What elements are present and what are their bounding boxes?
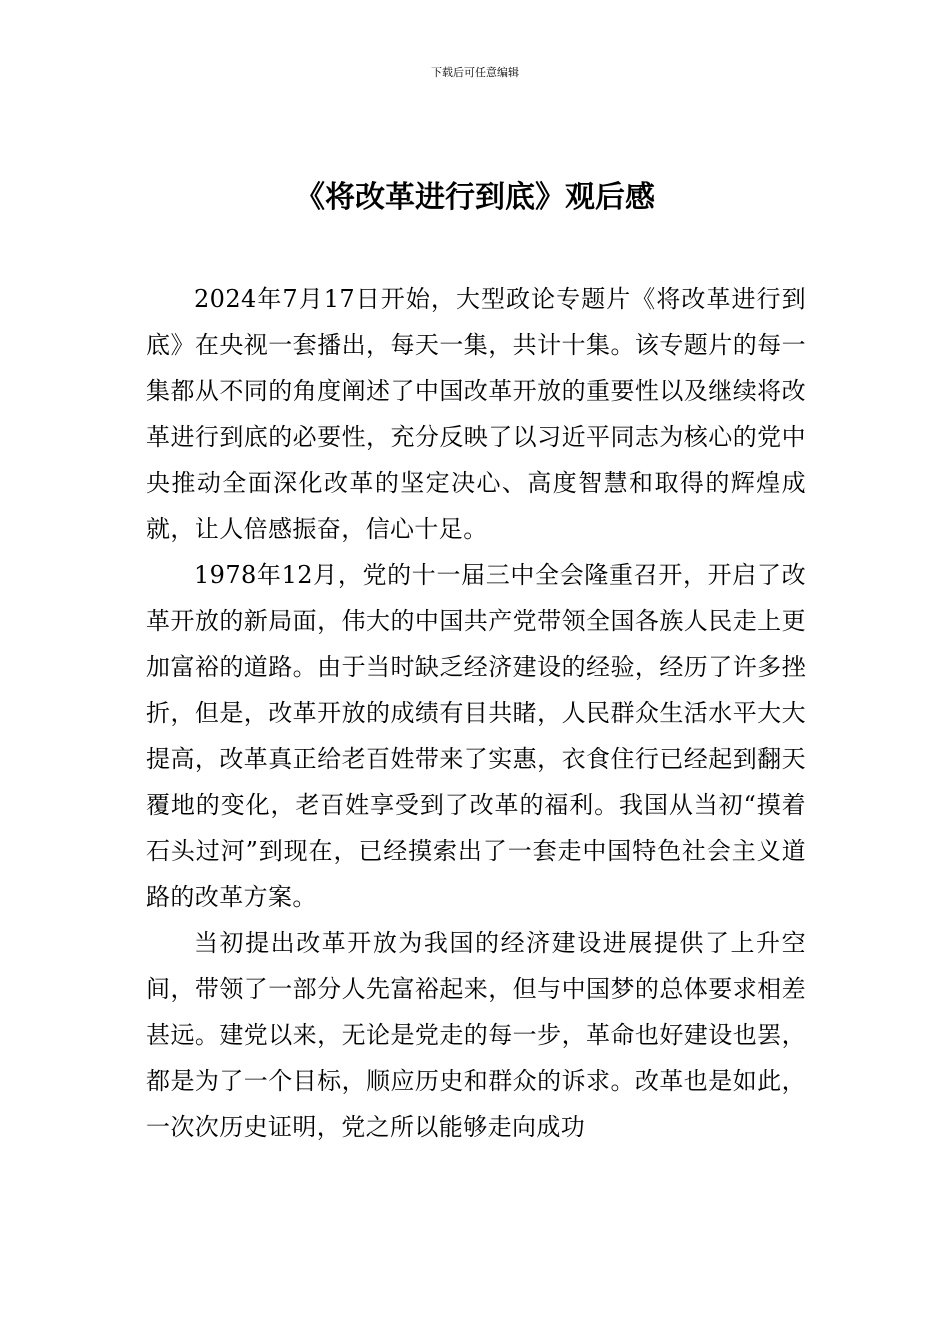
document-body [146,276,806,1150]
body-paragraph-2: 1978年12月，党的十一届三中全会隆重召开，开启了改革开放的新局面，伟大的中国共产党带领全国各族人民走上更加富裕的道路。由于当时缺乏经济建设的经验，经历了许多挫折，但是，改革开放的成绩有目共睹，人民群众生活水平大大提高，改革真正给老百姓带来了实惠，衣食住行已经起到翻天覆地的变化，老百姓享受到了改革的福利。我国从当初“摸着石头过河”到现在，已经摸索出了一套走中国特色社会主义道路的改革方案。 [146,561,806,911]
body-paragraph-1: 2024年7月17日开始，大型政论专题片《将改革进行到底》在央视一套播出，每天一集，共计十集。该专题片的每一集都从不同的角度阐述了中国改革开放的重要性以及继续将改革进行到底的必要性，充分反映了以习近平同志为核心的党中央推动全面深化改革的坚定决心、高度智慧和取得的辉煌成就，让人倍感振奋，信心十足。 [146,285,806,543]
document-title: 《将改革进行到底》观后感 [295,180,655,215]
page-header-note: 下载后可任意编辑 [431,66,519,79]
body-paragraph-3: 当初提出改革开放为我国的经济建设进展提供了上升空间，带领了一部分人先富裕起来，但与中国梦的总体要求相差甚远。建党以来，无论是党走的每一步，革命也好建设也罢，都是为了一个目标，顺应历史和群众的诉求。改革也是如此，一次次历史证明，党之所以能够走向成功 [146,929,806,1141]
